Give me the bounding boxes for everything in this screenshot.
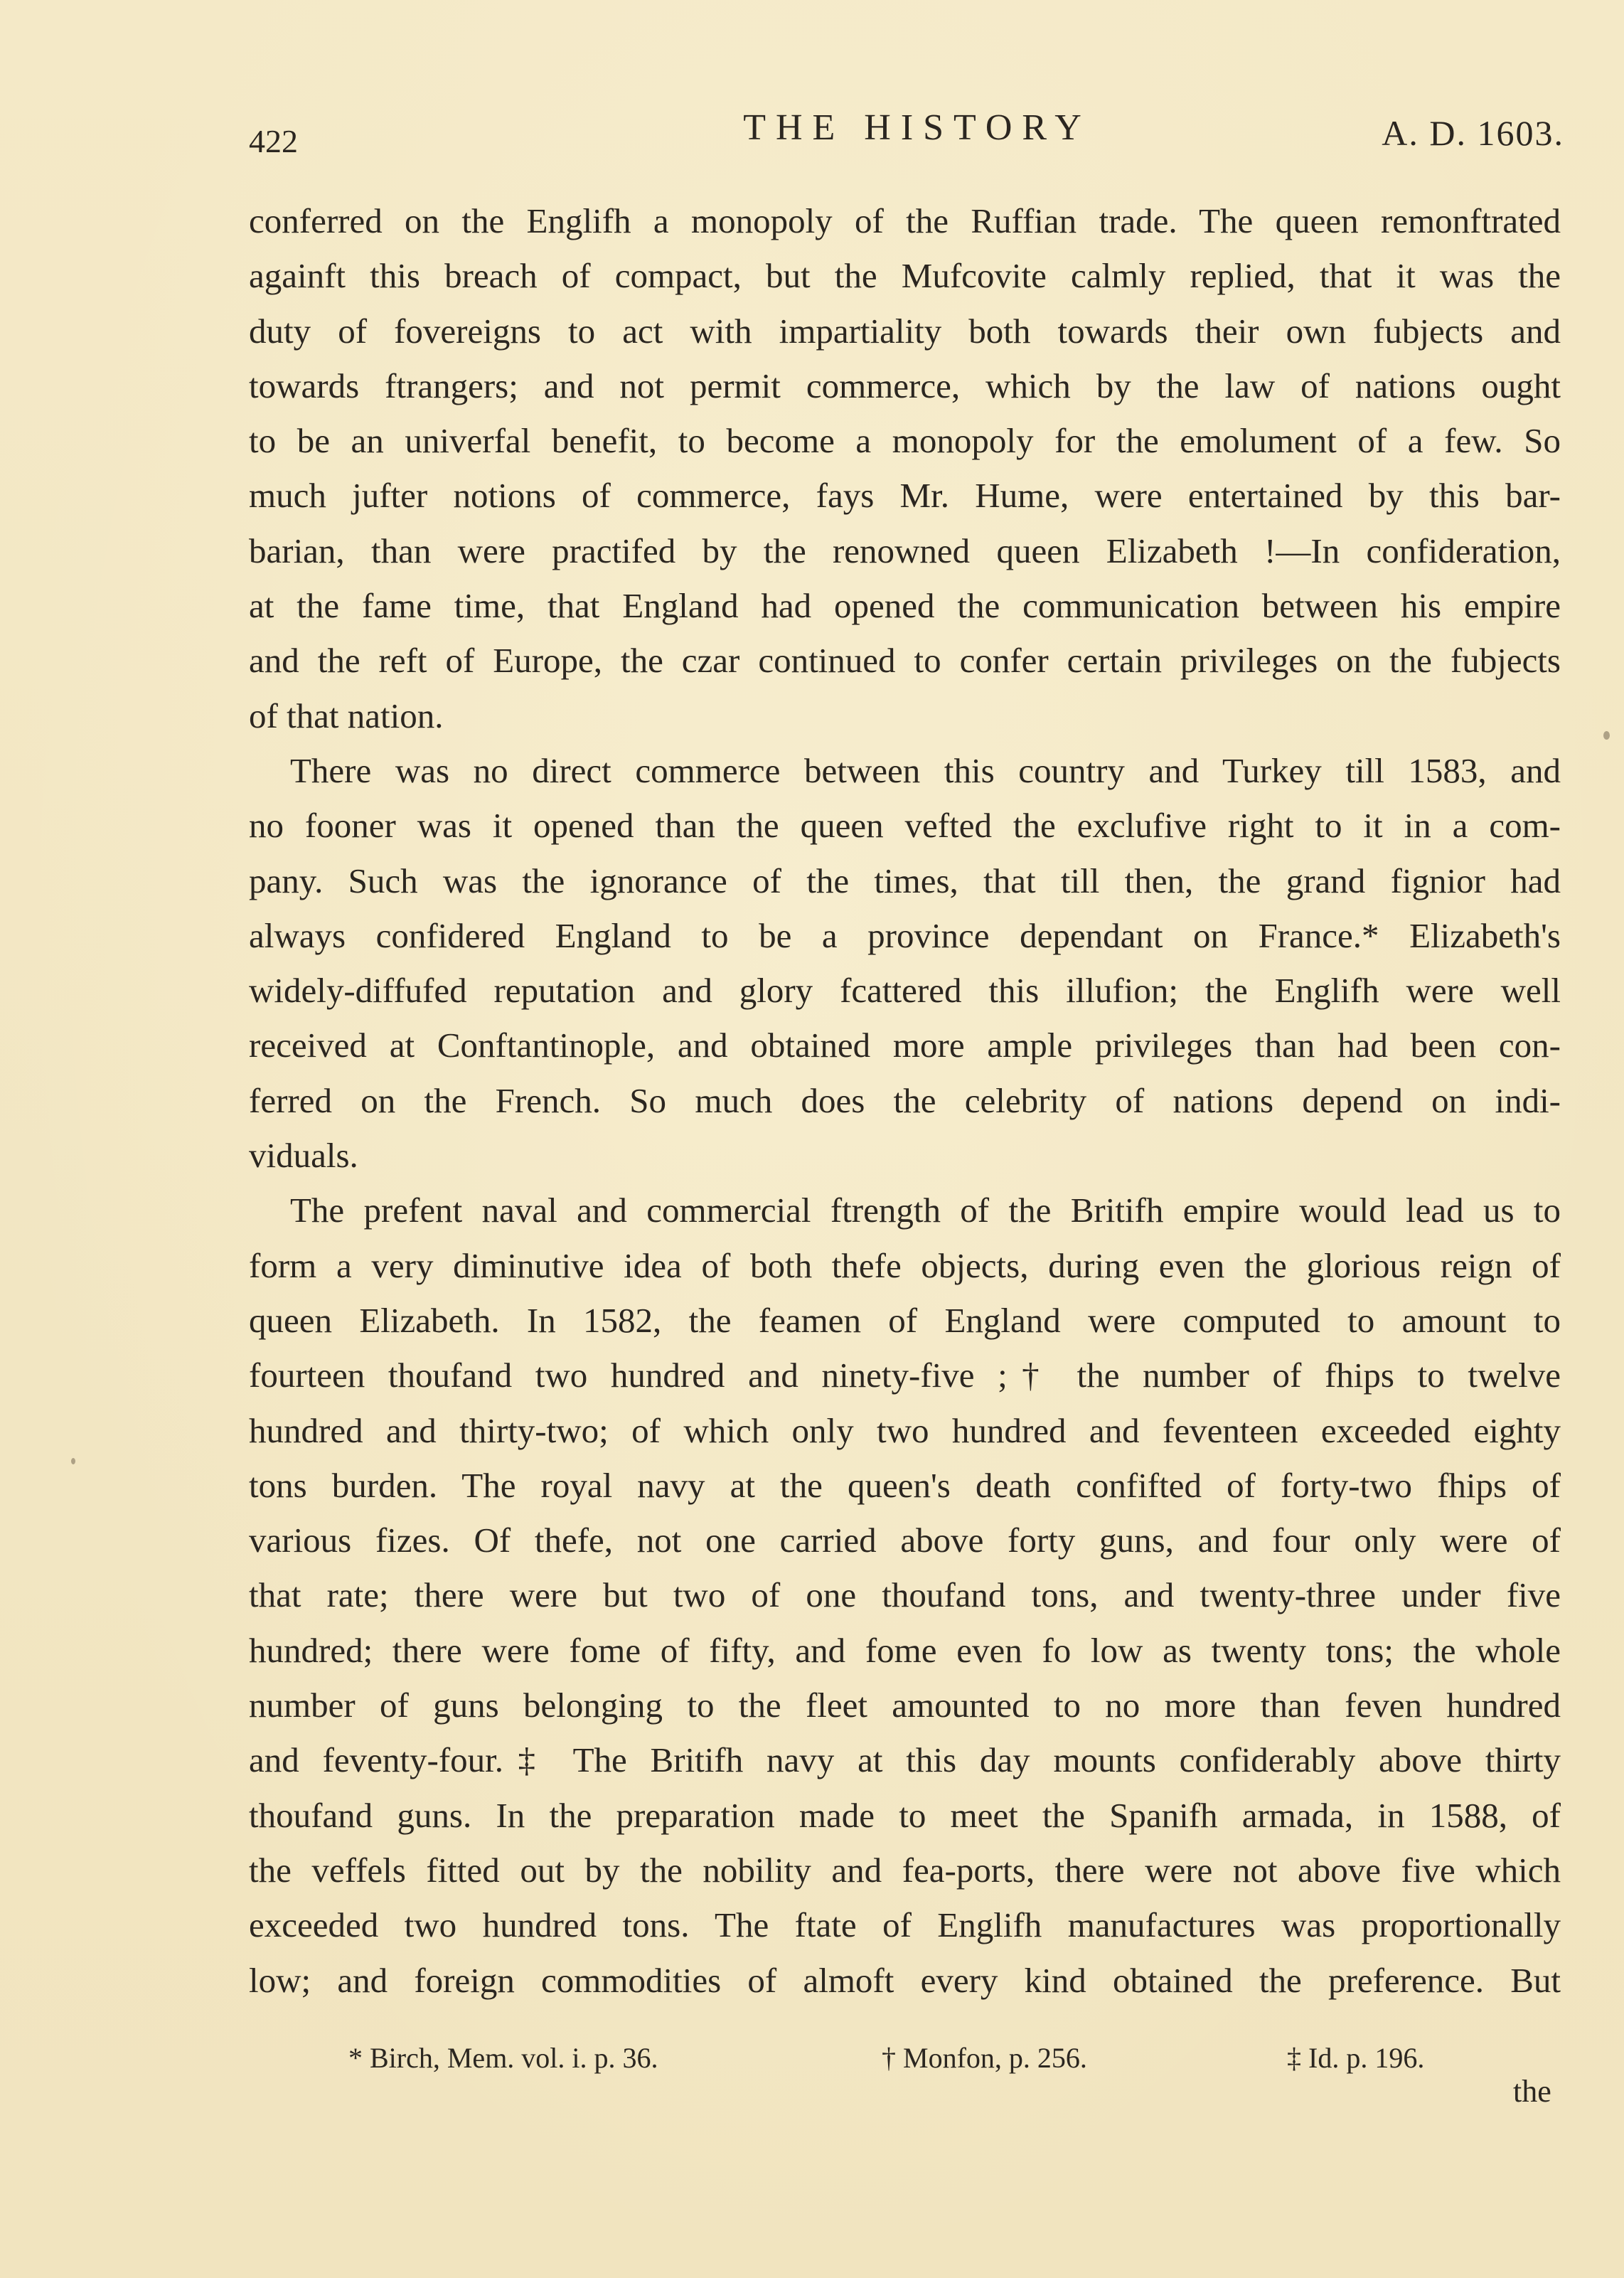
text-line: hundred; there were fome of fifty, and fome even fo low as twenty tons; the whole bbox=[249, 1630, 1561, 1670]
text-line: of that nation. bbox=[249, 696, 444, 735]
text-line: received at Conftantinople, and obtained more ample privileges than had been con- bbox=[249, 1026, 1561, 1065]
text-line: towards ftrangers; and not permit commerce, which by the law of nations ought bbox=[249, 366, 1561, 405]
ink-speck bbox=[1603, 731, 1610, 740]
text-line: hundred and thirty-two; of which only two hundred and feventeen exceeded eighty bbox=[249, 1410, 1561, 1450]
text-line: various fizes. Of thefe, not one carried above forty guns, and four only were of bbox=[249, 1521, 1561, 1560]
text-line: againft this breach of compact, but the Mufcovite calmly replied, that it was the bbox=[249, 256, 1561, 296]
footnote-birch: * Birch, Mem. vol. i. p. 36. bbox=[348, 2042, 658, 2074]
text-line: conferred on the Englifh a monopoly of the Ruffian trade. The queen remonftrated bbox=[249, 201, 1561, 240]
text-line: the veffels fitted out by the nobility and fea-ports, there were not above five which bbox=[249, 1850, 1561, 1890]
text-line: much jufter notions of commerce, fays Mr. Hume, were entertained by this bar- bbox=[249, 476, 1561, 516]
text-line: There was no direct commerce between this country and Turkey till 1583, and bbox=[290, 750, 1561, 790]
footnote-monfon: † Monfon, p. 256. bbox=[882, 2042, 1087, 2074]
catchword: the bbox=[1513, 2074, 1551, 2109]
running-title: THE HISTORY bbox=[743, 107, 1091, 148]
text-line: queen Elizabeth. In 1582, the feamen of England were computed to amount to bbox=[249, 1300, 1561, 1340]
text-line: number of guns belonging to the fleet amounted to no more than feven hundred bbox=[249, 1686, 1561, 1725]
text-line: thoufand guns. In the preparation made to meet the Spanifh armada, in 1588, of bbox=[249, 1795, 1561, 1835]
footnote-id: ‡ Id. p. 196. bbox=[1287, 2042, 1425, 2074]
text-line: The prefent naval and commercial ftrength of the Britifh empire would lead us to bbox=[290, 1191, 1561, 1230]
body-text bbox=[249, 193, 1561, 2008]
text-line: tons burden. The royal navy at the queen's death confifted of forty-two fhips of bbox=[249, 1465, 1561, 1505]
running-head bbox=[249, 107, 1564, 159]
running-date: A. D. 1603. bbox=[1382, 113, 1564, 153]
text-line: duty of fovereigns to act with impartiality both towards their own fubjects and bbox=[249, 311, 1561, 351]
text-line: no fooner was it opened than the queen vefted the exclufive right to it in a com- bbox=[249, 806, 1561, 846]
text-line: form a very diminutive idea of both thefe objects, during even the glorious reign of bbox=[249, 1245, 1561, 1285]
text-line: exceeded two hundred tons. The ftate of Englifh manufactures was proportionally bbox=[249, 1905, 1561, 1945]
text-line: viduals. bbox=[249, 1136, 358, 1176]
ink-speck bbox=[71, 1458, 75, 1464]
text-line: and the reft of Europe, the czar continued to confer certain privileges on the fubjects bbox=[249, 641, 1561, 681]
text-line: that rate; there were but two of one thoufand tons, and twenty-three under five bbox=[249, 1575, 1561, 1615]
text-line: widely-diffufed reputation and glory fcattered this illufion; the Englifh were well bbox=[249, 971, 1561, 1011]
text-line: barian, than were practifed by the renowned queen Elizabeth !—In confideration, bbox=[249, 531, 1561, 570]
text-line: ferred on the French. So much does the celebrity of nations depend on indi- bbox=[249, 1080, 1561, 1120]
text-line: to be an univerfal benefit, to become a monopoly for the emolument of a few. So bbox=[249, 421, 1561, 461]
text-line: and feventy-four.‡ The Britifh navy at this day mounts confiderably above thirty bbox=[249, 1740, 1561, 1780]
page-number: 422 bbox=[249, 123, 298, 159]
text-line: low; and foreign commodities of almoft every kind obtained the preference. But bbox=[249, 1960, 1561, 2000]
text-line: pany. Such was the ignorance of the times, that till then, the grand fignior had bbox=[249, 861, 1561, 900]
text-line: at the fame time, that England had opened the communication between his empire bbox=[249, 586, 1561, 626]
text-line: fourteen thoufand two hundred and ninety-five ;† the number of fhips to twelve bbox=[249, 1356, 1561, 1395]
text-line: always confidered England to be a province dependant on France.* Elizabeth's bbox=[249, 915, 1561, 955]
footnotes bbox=[348, 2041, 1486, 2084]
